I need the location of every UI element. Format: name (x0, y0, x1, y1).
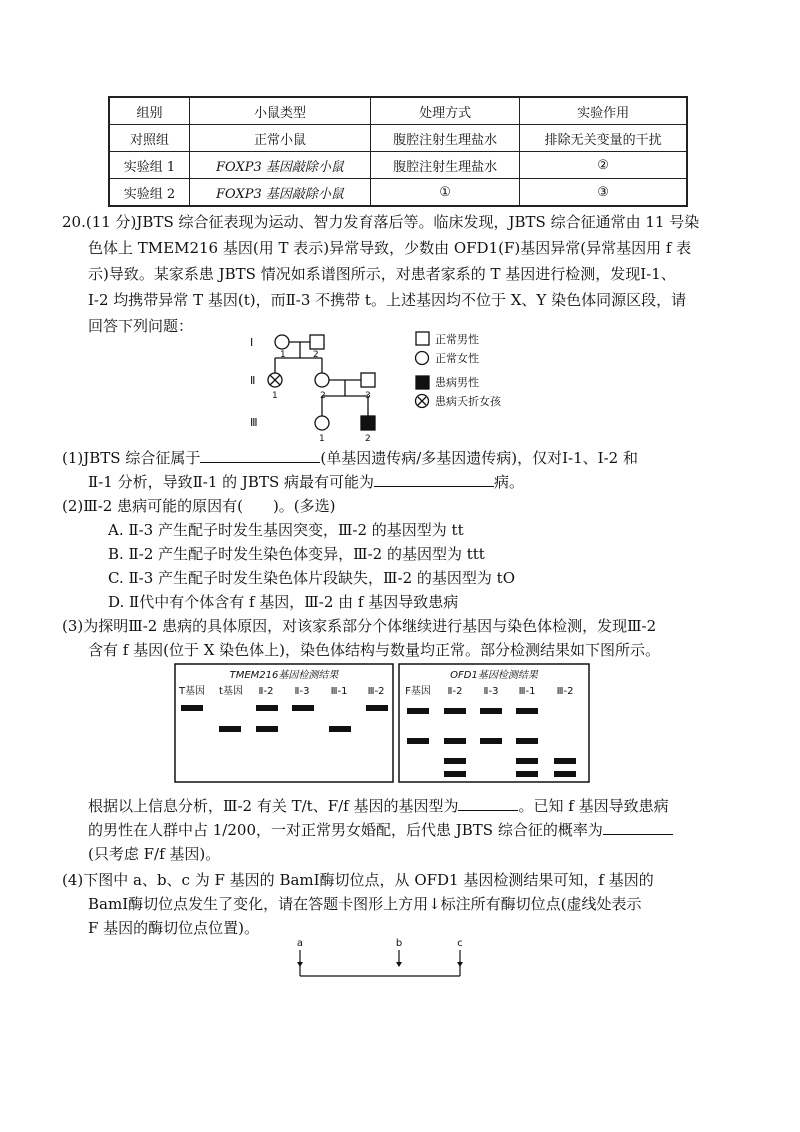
table-cell: ③ (520, 179, 687, 207)
gel-band (516, 708, 538, 714)
table-cell: 实验组 2 (109, 179, 190, 207)
table-cell: FOXP3 基因敲除小鼠 (190, 179, 371, 207)
gel-right-frame (399, 664, 589, 782)
question-part-3: (只考虑 F/f 基因)。 (88, 845, 221, 863)
table-cell: 腹腔注射生理盐水 (370, 152, 519, 179)
legend-label: 患病男性 (435, 376, 479, 389)
gel-band (407, 738, 429, 744)
gel-band (219, 726, 241, 732)
table-cell: 排除无关变量的干扰 (520, 125, 687, 152)
table-cell: ② (520, 152, 687, 179)
p1-text: (1)JBTS 综合征属于 (62, 449, 201, 467)
gel-band (516, 758, 538, 764)
table-header: 处理方式 (370, 97, 519, 125)
gel-band (256, 705, 278, 711)
table-row (109, 152, 687, 179)
p3-text: 。已知 f 基因导致患病 (518, 797, 669, 815)
pedigree-female-normal (275, 335, 289, 349)
question-intro-line: Ⅰ-2 均携带异常 T 基因(t)，而Ⅱ-3 不携带 t。上述基因均不位于 X、Y 染色体同源区段，请 (88, 291, 687, 309)
question-part-3: 含有 f 基因(位于 X 染色体上)，染色体结构与数量均正常。部分检测结果如下图所示。 (88, 641, 661, 659)
gel-band (516, 771, 538, 777)
pedigree-male-normal (310, 335, 324, 349)
individual-number: 3 (365, 391, 371, 401)
site-label: b (395, 938, 403, 949)
gel-band (480, 708, 502, 714)
p3-text: 的男性在人群中占 1/200，一对正常男女婚配，后代患 JBTS 综合征的概率为 (88, 821, 603, 839)
lane-label: Ⅱ-3 (483, 686, 499, 697)
table-cell: 对照组 (109, 125, 190, 152)
question-part-4: F 基因的酶切位点位置)。 (88, 919, 260, 937)
table-cell: 正常小鼠 (190, 125, 371, 152)
question-part-1 (88, 470, 524, 494)
gel-left-frame (175, 664, 393, 782)
gel-band (256, 726, 278, 732)
gel-band (554, 758, 576, 764)
individual-number: 2 (313, 350, 319, 360)
legend-label: 正常男性 (435, 333, 479, 346)
gel-band (329, 726, 351, 732)
question-part-4: (4)下图中 a、b、c 为 F 基因的 BamⅠ酶切位点，从 OFD1 基因检测结果可知，f 基因的 (62, 871, 654, 889)
legend-label: 正常女性 (435, 352, 479, 365)
generation-label: Ⅲ (250, 416, 258, 429)
table-cell: 实验组 1 (109, 152, 190, 179)
legend-female-normal-symbol (416, 352, 429, 365)
pedigree-female-normal (315, 416, 329, 430)
gel-results (173, 662, 593, 784)
question-intro-line: 示)导致。某家系患 JBTS 情况如系谱图所示，对患者家系的 T 基因进行检测，发现Ⅰ-1、 (88, 265, 676, 283)
pedigree-female-normal (315, 373, 329, 387)
gel-band (444, 771, 466, 777)
gel-band (554, 771, 576, 777)
option-c: C. Ⅱ-3 产生配子时发生染色体片段缺失，Ⅲ-2 的基因型为 tO (108, 569, 515, 587)
answer-blank[interactable] (603, 818, 673, 835)
question-part-2: (2)Ⅲ-2 患病可能的原因有( )。(多选) (62, 497, 336, 515)
individual-number: 1 (272, 391, 278, 401)
legend-male-affected-symbol (416, 376, 429, 389)
gel-right-title: OFD1基因检测结果 (450, 670, 538, 681)
legend-label: 患病夭折女孩 (435, 395, 501, 408)
restriction-site-diagram (290, 936, 470, 986)
individual-number: 1 (319, 434, 325, 444)
lane-label: Ⅲ-1 (518, 686, 536, 697)
experiment-table (108, 96, 688, 207)
gel-band (480, 738, 502, 744)
site-label: a (296, 938, 304, 949)
lane-label: T基因 (178, 686, 206, 697)
option-a: A. Ⅱ-3 产生配子时发生基因突变，Ⅲ-2 的基因型为 tt (108, 521, 464, 539)
table-cell: FOXP3 基因敲除小鼠 (190, 152, 371, 179)
table-header: 组别 (109, 97, 190, 125)
table-row (109, 179, 687, 207)
site-label: c (457, 938, 463, 949)
question-part-4: BamⅠ酶切位点发生了变化，请在答题卡图形上方用↓标注所有酶切位点(虚线处表示 (88, 895, 642, 913)
lane-label: F基因 (405, 686, 431, 697)
pedigree-male-affected (361, 416, 375, 430)
question-intro-line: 20.(11 分)JBTS 综合征表现为运动、智力发育落后等。临床发现，JBTS 综合征通常由 11 号染 (62, 213, 700, 231)
question-part-3 (88, 818, 673, 842)
table-cell: ① (370, 179, 519, 207)
gel-band (407, 708, 429, 714)
gel-band (444, 708, 466, 714)
p1-text: (单基因遗传病/多基因遗传病)，仅对Ⅰ-1、Ⅰ-2 和 (320, 449, 638, 467)
answer-blank[interactable] (200, 446, 320, 463)
gel-band (444, 758, 466, 764)
question-intro-line: 回答下列问题： (88, 317, 194, 335)
individual-number: 2 (365, 434, 371, 444)
gel-band (444, 738, 466, 744)
lane-label: Ⅱ-3 (294, 686, 310, 697)
lane-label: Ⅲ-1 (330, 686, 348, 697)
lane-label: Ⅱ-2 (258, 686, 274, 697)
question-part-3 (88, 794, 669, 818)
gel-band (516, 738, 538, 744)
p3-text: 根据以上信息分析，Ⅲ-2 有关 T/t、F/f 基因的基因型为 (88, 797, 459, 815)
table-header-row (109, 97, 687, 125)
p1-text: Ⅱ-1 分析，导致Ⅱ-1 的 JBTS 病最有可能为 (88, 473, 375, 491)
generation-label: Ⅱ (250, 374, 256, 387)
lane-label: Ⅲ-2 (556, 686, 574, 697)
lane-label: Ⅱ-2 (447, 686, 463, 697)
question-intro-line: 色体上 TMEM216 基因(用 T 表示)异常导致，少数由 OFD1(F)基因异常(异常基因用 f 表 (88, 239, 692, 257)
gel-band (366, 705, 388, 711)
individual-number: 2 (320, 391, 326, 401)
generation-label: Ⅰ (250, 336, 254, 349)
lane-label: t基因 (219, 686, 243, 697)
legend-male-normal-symbol (416, 332, 429, 345)
p1-text: 病。 (494, 473, 525, 491)
question-part-1 (62, 446, 638, 470)
option-d: D. Ⅱ代中有个体含有 f 基因，Ⅲ-2 由 f 基因导致患病 (108, 593, 459, 611)
table-cell: 腹腔注射生理盐水 (370, 125, 519, 152)
gel-band (292, 705, 314, 711)
gel-left-title: TMEM216基因检测结果 (229, 670, 339, 681)
table-header: 小鼠类型 (190, 97, 371, 125)
answer-blank[interactable] (458, 794, 518, 811)
gel-band (181, 705, 203, 711)
question-part-3: (3)为探明Ⅲ-2 患病的具体原因，对该家系部分个体继续进行基因与染色体检测，发现Ⅲ-2 (62, 617, 657, 635)
individual-number: 1 (280, 350, 286, 360)
table-row (109, 125, 687, 152)
pedigree-male-normal (361, 373, 375, 387)
table-header: 实验作用 (520, 97, 687, 125)
pedigree-chart (240, 326, 520, 446)
answer-blank[interactable] (374, 470, 494, 487)
lane-label: Ⅲ-2 (367, 686, 385, 697)
option-b: B. Ⅱ-2 产生配子时发生染色体变异，Ⅲ-2 的基因型为 ttt (108, 545, 485, 563)
